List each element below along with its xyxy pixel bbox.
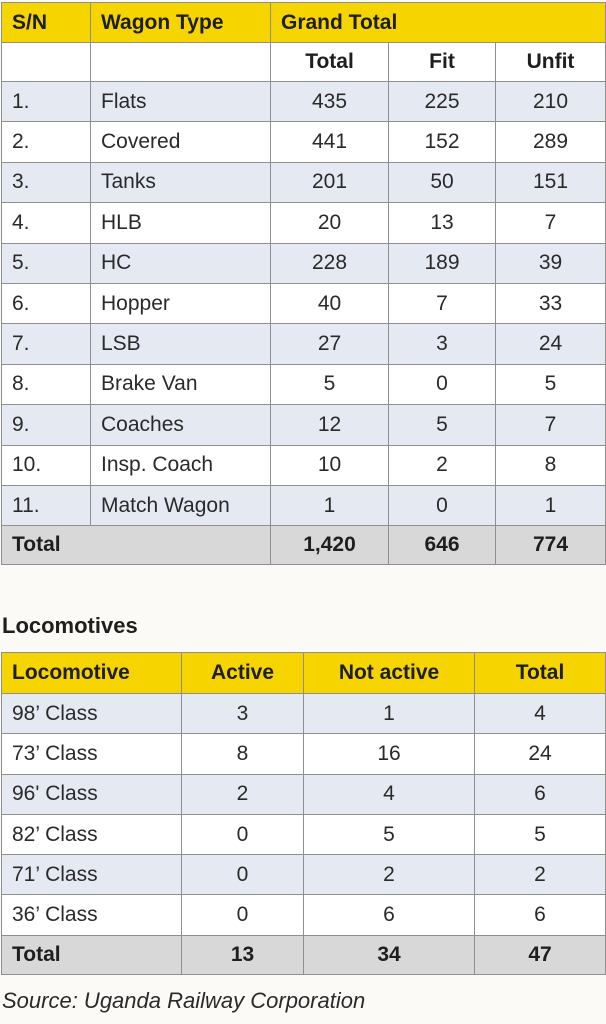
locomotive-table-header	[2, 653, 606, 694]
loco-not-active-cell: 5	[304, 814, 475, 854]
wagon-total-cell: 12	[271, 405, 389, 445]
loco-not-active-cell: 16	[304, 734, 475, 774]
wagon-type-cell: Covered	[91, 122, 271, 162]
subheader-blank	[2, 43, 91, 82]
wagon-row	[2, 485, 606, 525]
loco-not-active-cell: 1	[304, 694, 475, 734]
wagon-table-subheader	[2, 43, 606, 82]
wagon-row	[2, 162, 606, 202]
subheader-blank	[91, 43, 271, 82]
wagon-type-cell: Coaches	[91, 405, 271, 445]
wagon-total-cell: 5	[271, 364, 389, 404]
wagon-total-cell: 27	[271, 324, 389, 364]
wagon-fit-cell: 189	[389, 243, 496, 283]
wagon-fit-cell: 50	[389, 162, 496, 202]
wagon-type-cell: HC	[91, 243, 271, 283]
loco-total-cell: 5	[475, 814, 606, 854]
wagon-total-cell: 201	[271, 162, 389, 202]
loco-name-cell: 98’ Class	[2, 694, 182, 734]
wagon-row	[2, 122, 606, 162]
wagon-total-cell: 441	[271, 122, 389, 162]
wagon-total-label: Total	[2, 526, 271, 565]
loco-total-cell: 6	[475, 895, 606, 935]
loco-total-active: 13	[182, 935, 304, 974]
wagon-total-cell: 20	[271, 203, 389, 243]
wagon-sn-cell: 10.	[2, 445, 91, 485]
wagon-fit-cell: 3	[389, 324, 496, 364]
header-not-active: Not active	[304, 653, 475, 694]
loco-total-label: Total	[2, 935, 182, 974]
wagon-sn-cell: 4.	[2, 203, 91, 243]
locomotive-table	[1, 652, 606, 975]
locomotive-row	[2, 694, 606, 734]
wagon-fit-cell: 13	[389, 203, 496, 243]
wagon-sn-cell: 5.	[2, 243, 91, 283]
locomotive-row	[2, 895, 606, 935]
subheader-unfit: Unfit	[496, 43, 606, 82]
wagon-type-cell: HLB	[91, 203, 271, 243]
locomotive-row	[2, 814, 606, 854]
wagon-unfit-cell: 7	[496, 203, 606, 243]
loco-name-cell: 82’ Class	[2, 814, 182, 854]
loco-name-cell: 71’ Class	[2, 855, 182, 895]
wagon-unfit-cell: 1	[496, 485, 606, 525]
wagon-sn-cell: 1.	[2, 82, 91, 122]
loco-total-cell: 4	[475, 694, 606, 734]
loco-active-cell: 3	[182, 694, 304, 734]
wagon-fit-cell: 225	[389, 82, 496, 122]
source-note: Source: Uganda Railway Corporation	[2, 988, 366, 1013]
wagon-total-row	[2, 526, 606, 565]
loco-total-not-active: 34	[304, 935, 475, 974]
header-wagon-type: Wagon Type	[91, 3, 271, 43]
wagon-sn-cell: 9.	[2, 405, 91, 445]
wagon-row	[2, 243, 606, 283]
wagon-row	[2, 364, 606, 404]
subheader-fit: Fit	[389, 43, 496, 82]
wagon-fit-cell: 152	[389, 122, 496, 162]
wagon-sn-cell: 11.	[2, 485, 91, 525]
wagon-row	[2, 445, 606, 485]
wagon-total-fit: 646	[389, 526, 496, 565]
wagon-type-cell: Insp. Coach	[91, 445, 271, 485]
wagon-total-cell: 228	[271, 243, 389, 283]
wagon-sn-cell: 2.	[2, 122, 91, 162]
wagon-row	[2, 324, 606, 364]
wagon-total-unfit: 774	[496, 526, 606, 565]
wagon-unfit-cell: 39	[496, 243, 606, 283]
wagon-unfit-cell: 33	[496, 283, 606, 323]
loco-total-total: 47	[475, 935, 606, 974]
loco-name-cell: 96' Class	[2, 774, 182, 814]
wagon-sn-cell: 3.	[2, 162, 91, 202]
wagon-unfit-cell: 151	[496, 162, 606, 202]
wagon-unfit-cell: 7	[496, 405, 606, 445]
loco-active-cell: 0	[182, 855, 304, 895]
wagon-unfit-cell: 8	[496, 445, 606, 485]
wagon-total-cell: 1	[271, 485, 389, 525]
wagon-fit-cell: 5	[389, 405, 496, 445]
loco-not-active-cell: 6	[304, 895, 475, 935]
loco-not-active-cell: 2	[304, 855, 475, 895]
loco-active-cell: 0	[182, 814, 304, 854]
wagon-type-cell: Match Wagon	[91, 485, 271, 525]
header-locomotive: Locomotive	[2, 653, 182, 694]
wagon-sn-cell: 7.	[2, 324, 91, 364]
header-active: Active	[182, 653, 304, 694]
loco-total-cell: 24	[475, 734, 606, 774]
loco-active-cell: 8	[182, 734, 304, 774]
wagon-total-total: 1,420	[271, 526, 389, 565]
loco-name-cell: 36’ Class	[2, 895, 182, 935]
subheader-total: Total	[271, 43, 389, 82]
header-sn: S/N	[2, 3, 91, 43]
loco-name-cell: 73’ Class	[2, 734, 182, 774]
wagon-type-cell: Brake Van	[91, 364, 271, 404]
wagon-unfit-cell: 5	[496, 364, 606, 404]
loco-active-cell: 0	[182, 895, 304, 935]
wagon-row	[2, 405, 606, 445]
wagon-type-cell: Flats	[91, 82, 271, 122]
wagon-unfit-cell: 24	[496, 324, 606, 364]
loco-total-cell: 6	[475, 774, 606, 814]
wagon-sn-cell: 8.	[2, 364, 91, 404]
wagon-total-cell: 10	[271, 445, 389, 485]
wagon-total-cell: 435	[271, 82, 389, 122]
wagon-row	[2, 283, 606, 323]
wagon-fit-cell: 7	[389, 283, 496, 323]
wagon-fit-cell: 2	[389, 445, 496, 485]
header-total: Total	[475, 653, 606, 694]
wagon-table	[1, 2, 606, 565]
wagon-fit-cell: 0	[389, 485, 496, 525]
locomotive-row	[2, 734, 606, 774]
wagon-unfit-cell: 210	[496, 82, 606, 122]
wagon-type-cell: Tanks	[91, 162, 271, 202]
wagon-row	[2, 203, 606, 243]
loco-total-cell: 2	[475, 855, 606, 895]
loco-not-active-cell: 4	[304, 774, 475, 814]
wagon-table-header	[2, 3, 606, 43]
header-grand-total: Grand Total	[271, 3, 606, 43]
locomotive-row	[2, 774, 606, 814]
wagon-total-cell: 40	[271, 283, 389, 323]
loco-active-cell: 2	[182, 774, 304, 814]
wagon-unfit-cell: 289	[496, 122, 606, 162]
locomotive-row	[2, 855, 606, 895]
wagon-type-cell: Hopper	[91, 283, 271, 323]
wagon-row	[2, 82, 606, 122]
locomotive-total-row	[2, 935, 606, 974]
wagon-type-cell: LSB	[91, 324, 271, 364]
locomotives-title: Locomotives	[2, 613, 138, 638]
wagon-fit-cell: 0	[389, 364, 496, 404]
wagon-sn-cell: 6.	[2, 283, 91, 323]
